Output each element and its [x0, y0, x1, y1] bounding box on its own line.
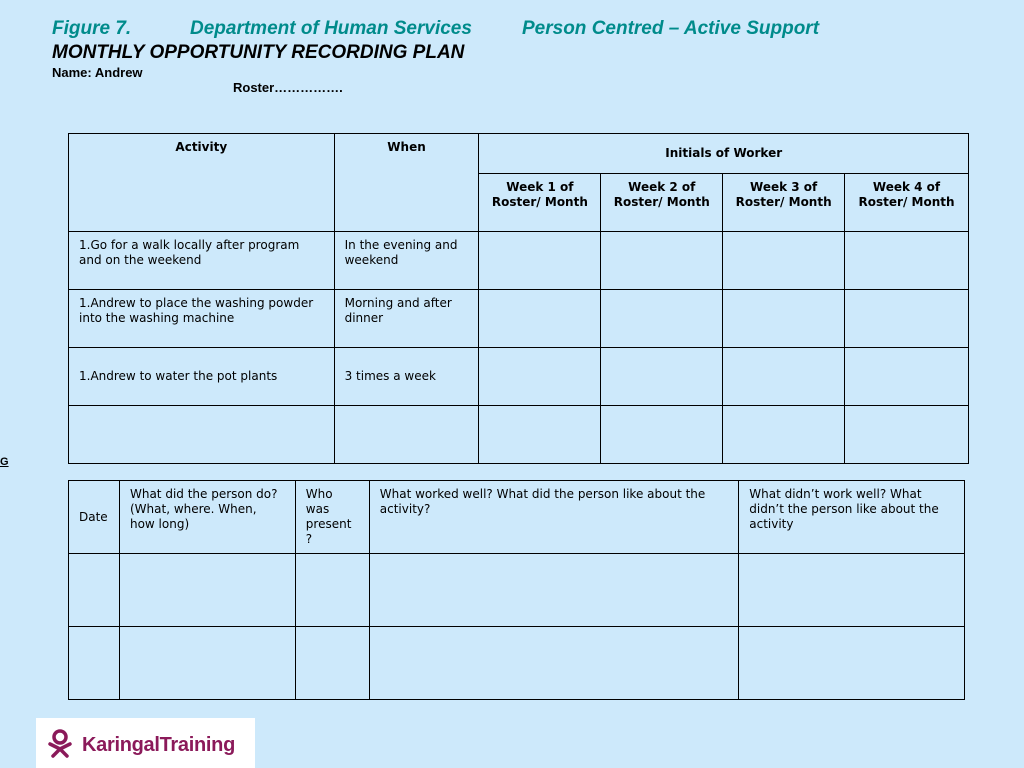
initials-column-header: Initials of Worker — [479, 134, 969, 174]
week-4-header: Week 4 of Roster/ Month — [845, 174, 969, 232]
worked-well-cell[interactable] — [369, 554, 738, 627]
week-2-header: Week 2 of Roster/ Month — [601, 174, 723, 232]
table-row — [69, 290, 969, 348]
what-cell[interactable] — [119, 554, 295, 627]
initials-cell[interactable] — [479, 232, 601, 290]
figure-label: Figure 7. — [52, 18, 132, 39]
table-row — [69, 627, 965, 700]
who-column-header: Who was present ? — [295, 481, 369, 554]
opportunity-plan-table — [68, 133, 969, 464]
when-column-header: When — [334, 134, 479, 232]
didnt-work-column-header: What didn’t work well? What didn’t the person like about the activity — [739, 481, 965, 554]
initials-cell[interactable] — [845, 348, 969, 406]
initials-cell[interactable] — [845, 406, 969, 464]
when-cell: 3 times a week — [334, 348, 479, 406]
activity-cell: 1.Andrew to water the pot plants — [69, 348, 335, 406]
person-icon — [46, 728, 76, 758]
initials-cell[interactable] — [479, 348, 601, 406]
page-title: MONTHLY OPPORTUNITY RECORDING PLAN — [52, 42, 465, 63]
who-cell[interactable] — [295, 554, 369, 627]
when-cell[interactable] — [334, 406, 479, 464]
activity-column-header: Activity — [69, 134, 335, 232]
week-1-header: Week 1 of Roster/ Month — [479, 174, 601, 232]
initials-cell[interactable] — [601, 290, 723, 348]
table-row — [69, 406, 969, 464]
initials-cell[interactable] — [723, 406, 845, 464]
activity-cell: 1.Andrew to place the washing powder into the washing machine — [69, 290, 335, 348]
worked-well-cell[interactable] — [369, 627, 738, 700]
side-mark: G — [0, 456, 9, 468]
logo-text: KaringalTraining — [82, 734, 236, 756]
didnt-work-cell[interactable] — [739, 627, 965, 700]
initials-cell[interactable] — [479, 406, 601, 464]
when-cell: In the evening and weekend — [334, 232, 479, 290]
program-title: Person Centred – Active Support — [522, 18, 820, 39]
date-cell[interactable] — [69, 627, 120, 700]
activity-cell[interactable] — [69, 406, 335, 464]
what-cell[interactable] — [119, 627, 295, 700]
department-title: Department of Human Services — [190, 18, 472, 39]
initials-cell[interactable] — [723, 232, 845, 290]
recording-table — [68, 480, 965, 700]
table-row — [69, 348, 969, 406]
initials-cell[interactable] — [601, 348, 723, 406]
table-row — [69, 232, 969, 290]
who-cell[interactable] — [295, 627, 369, 700]
record-header-row — [69, 481, 965, 554]
what-column-header: What did the person do? (What, where. When, how long) — [119, 481, 295, 554]
when-cell: Morning and after dinner — [334, 290, 479, 348]
name-line: Name: Andrew — [52, 65, 143, 80]
initials-cell[interactable] — [723, 348, 845, 406]
date-cell[interactable] — [69, 554, 120, 627]
worked-well-column-header: What worked well? What did the person like about the activity? — [369, 481, 738, 554]
didnt-work-cell[interactable] — [739, 554, 965, 627]
initials-cell[interactable] — [479, 290, 601, 348]
initials-cell[interactable] — [845, 290, 969, 348]
karingal-training-logo — [36, 718, 255, 768]
initials-cell[interactable] — [601, 406, 723, 464]
activity-cell: 1.Go for a walk locally after program and on the weekend — [69, 232, 335, 290]
week-3-header: Week 3 of Roster/ Month — [723, 174, 845, 232]
roster-line: Roster……………. — [233, 80, 343, 95]
date-column-header: Date — [69, 481, 120, 554]
initials-cell[interactable] — [601, 232, 723, 290]
initials-cell[interactable] — [845, 232, 969, 290]
table-row — [69, 554, 965, 627]
plan-header-row — [69, 134, 969, 174]
initials-cell[interactable] — [723, 290, 845, 348]
